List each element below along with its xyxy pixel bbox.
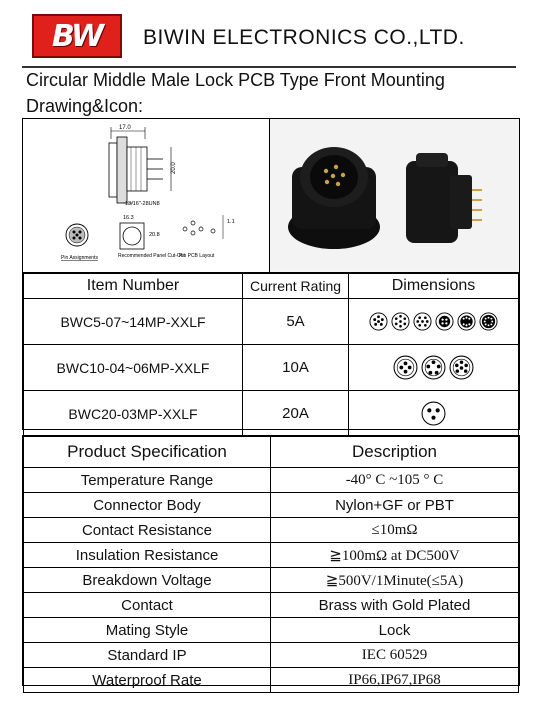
item-number-cell: BWC20-03MP-XXLF — [24, 391, 243, 437]
spec-name-cell: Standard IP — [24, 643, 271, 668]
spec-value-cell: IP66,IP67,IP68 — [271, 668, 519, 693]
spec-value-cell: Nylon+GF or PBT — [271, 493, 519, 518]
pin-layout-4-icon — [393, 355, 418, 380]
table-row — [24, 543, 519, 568]
spec-name-cell: Contact Resistance — [24, 518, 271, 543]
spec-name-cell: Contact — [24, 593, 271, 618]
logo-text: BW — [51, 18, 103, 54]
pin-layout-8-icon — [391, 312, 410, 331]
company-logo — [32, 14, 122, 58]
spec-table-header — [24, 437, 519, 468]
pin-layout-12-icon — [457, 312, 476, 331]
table-row — [24, 618, 519, 643]
document-title: Circular Middle Male Lock PCB Type Front Mounting — [26, 70, 445, 90]
spec-value-cell: ≤10mΩ — [271, 518, 519, 543]
item-number-cell: BWC5-07~14MP-XXLF — [24, 299, 243, 345]
dim-width-label: 17.0 — [119, 125, 131, 131]
dim-a-label: 16.3 — [123, 215, 134, 221]
items-table-header — [24, 274, 519, 299]
spec-value-cell: -40° C ~105 ° C — [271, 468, 519, 493]
section-subtitle: Drawing&Icon: — [26, 96, 144, 116]
header-product-specification: Product Specification — [24, 437, 271, 468]
table-row — [24, 643, 519, 668]
item-number-cell: BWC10-04~06MP-XXLF — [24, 345, 243, 391]
dimensions-icons-cell — [349, 299, 519, 345]
spec-value-cell: ≧500V/1Minute(≤5A) — [271, 568, 519, 593]
spec-name-cell: Waterproof Rate — [24, 668, 271, 693]
dim-height-label: 20.0 — [171, 162, 177, 174]
header-current-rating: Current Rating — [243, 274, 349, 299]
company-name: BIWIN ELECTRONICS CO.,LTD. — [143, 26, 465, 49]
pin-layout-6-icon — [449, 355, 474, 380]
spec-name-cell: Mating Style — [24, 618, 271, 643]
spec-value-cell: Brass with Gold Plated — [271, 593, 519, 618]
spec-name-cell: Insulation Resistance — [24, 543, 271, 568]
specification-section — [22, 435, 520, 689]
pin-layout-5-icon — [421, 355, 446, 380]
spec-name-cell: Breakdown Voltage — [24, 568, 271, 593]
panel-cutout-label: Recommended Panel Cut-Out — [118, 253, 185, 259]
table-row — [24, 493, 519, 518]
header-divider — [22, 66, 516, 68]
spec-value-cell: Lock — [271, 618, 519, 643]
pin-layout-3-icon — [421, 401, 446, 426]
table-row — [24, 668, 519, 693]
dim-b-label: 20.8 — [149, 232, 160, 238]
spec-value-cell: IEC 60529 — [271, 643, 519, 668]
items-table — [23, 273, 519, 437]
table-row — [24, 568, 519, 593]
pin-layout-10-icon — [435, 312, 454, 331]
table-row — [24, 299, 519, 345]
current-rating-cell: 20A — [243, 391, 349, 437]
table-row — [24, 345, 519, 391]
header-dimensions: Dimensions — [349, 274, 519, 299]
table-row — [24, 468, 519, 493]
table-row — [24, 518, 519, 543]
header — [0, 0, 539, 64]
spec-name-cell: Connector Body — [24, 493, 271, 518]
spec-value-cell: ≧100mΩ at DC500V — [271, 543, 519, 568]
pin-assignments-label: Pin Assignments — [61, 255, 98, 261]
drawing-svg — [23, 119, 268, 271]
pin-layout-9-icon — [413, 312, 432, 331]
dimensions-icons-cell — [349, 345, 519, 391]
current-rating-cell: 5A — [243, 299, 349, 345]
header-item-number: Item Number — [24, 274, 243, 299]
spec-name-cell: Temperature Range — [24, 468, 271, 493]
product-overview-section — [22, 118, 520, 430]
spec-table — [23, 436, 519, 693]
table-row — [24, 391, 519, 437]
current-rating-cell: 10A — [243, 345, 349, 391]
dim-c-label: 1.1 — [227, 219, 235, 225]
pin-layout-14-icon — [479, 312, 498, 331]
header-description: Description — [271, 437, 519, 468]
table-row — [24, 593, 519, 618]
technical-drawing — [23, 119, 270, 273]
pin-layout-7-icon — [369, 312, 388, 331]
product-photo — [270, 119, 519, 273]
pcb-layout-label: Pin PCB Layout — [179, 253, 215, 259]
product-photo-svg — [270, 119, 519, 271]
thread-label: 13/16"-28UN8 — [125, 201, 160, 207]
dimensions-icons-cell — [349, 391, 519, 437]
